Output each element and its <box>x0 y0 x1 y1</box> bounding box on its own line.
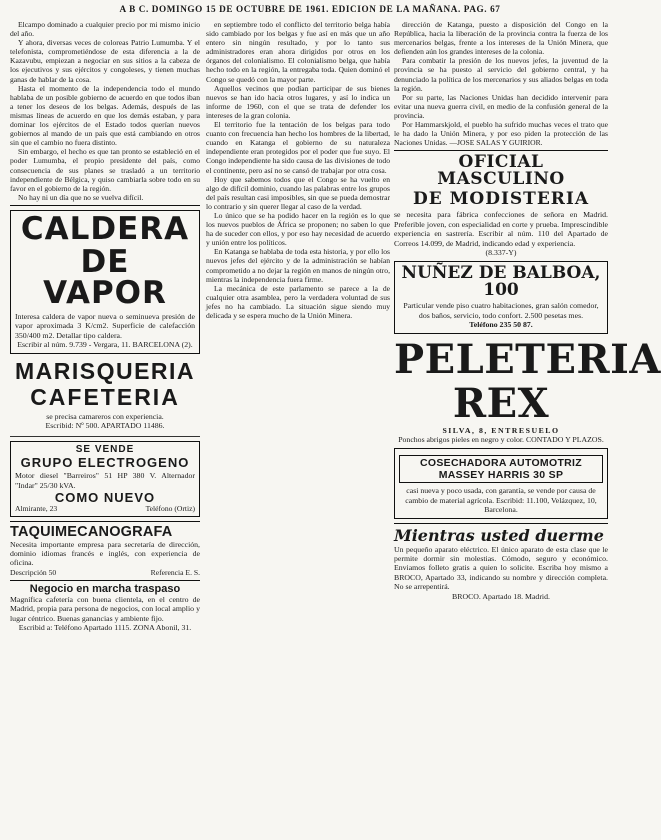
ad-grupo-line3: COMO NUEVO <box>54 490 156 506</box>
ad-mientras-title: Mientras usted duerme <box>394 525 604 545</box>
column-left <box>10 20 200 835</box>
ad-nunez-title: NUÑEZ DE BALBOA, 100 <box>401 263 601 301</box>
ad-caldera-title-1: CALDERA <box>20 210 190 247</box>
ad-nunez-text: Particular vende piso cuatro habitaciones, gran salón comedor, dos baños, servicio, todo confort. 2.500 pesetas mes. <box>403 301 599 320</box>
paragraph: En Katanga se hablaba de toda esta historia, y por ello los nuevos jefes del ejército y de la administración se habían comprometido a no dejar la región en manos de ningún otro, mientras la independencia fuera firme. <box>206 247 390 284</box>
ad-oficial-title-2: DE MODISTERIA <box>412 189 590 210</box>
ad-taqui-footer <box>10 568 200 577</box>
article-left <box>10 20 200 202</box>
paragraph: Lo único que se ha podido hacer en la región es lo que los nuevos pueblos de África se proponen; no saben lo que ha de suceder con ellos, y por eso hay necesidad de acuerdo y unión entre los políticos. <box>206 210 390 248</box>
paragraph: Hoy que sabemos todos que el Congo se ha vuelto en algo de difícil dominio, cuando las palabras entre los grupos del país resultan casi imposibles, sin que se pueda demostrar lo contrario y sin querer llegar al caso de la verdad. <box>206 174 390 211</box>
ad-mientras-contact: BROCO. Apartado 18. Madrid. <box>452 591 550 601</box>
ad-oficial-text: se necesita para fábrica confecciones de señora en Madrid. Preferible joven, con especialidad en corte y prueba. Imprescindible experiencia en sastrería. Escribir al núm. 110 del Apartado de Correos 14.099, de Madrid, indicando edad y experiencia. <box>394 210 608 248</box>
paragraph: Elcampo dominado a cualquier precio por mi mismo inicio del año. <box>10 20 200 39</box>
divider <box>10 436 200 437</box>
ad-nunez <box>394 261 608 333</box>
paragraph: Por Hammarskjold, el pueblo ha sufrido muchas veces el trato que le ha dado la Unión Minera, y por eso piden la protección de las Naciones Unidas. —JOSE SALAS Y GUIRIOR. <box>394 120 608 148</box>
divider <box>10 580 200 581</box>
ad-marisqueria-text: se precisa camareros con experiencia. <box>46 411 164 421</box>
ad-nunez-phone: Teléfono 235 50 87. <box>469 320 533 330</box>
ad-peleteria-subtitle: SILVA, 8, ENTRESUELO <box>442 425 560 435</box>
ad-peleteria <box>394 335 661 445</box>
divider <box>394 523 608 524</box>
ad-negocio-contact: Escribid a: Teléfono Apartado 1115. ZONA Abonil, 31. <box>18 623 192 633</box>
running-head: A B C. DOMINGO 15 DE OCTUBRE DE 1961. EDICION DE LA MAÑANA. PAG. 67 <box>119 4 501 14</box>
article-middle <box>206 20 390 320</box>
ad-grupo-right: Teléfono (Ortiz) <box>145 504 195 514</box>
ad-marisqueria <box>10 358 200 433</box>
ad-taqui-left: Descripción 50 <box>10 567 57 577</box>
divider <box>10 521 200 522</box>
ad-caldera-text: Interesa caldera de vapor nueva o seminueva presión de vapor aproximada 3 K/cm2. Superficie de calefacción 350/400 m2. Detallar tipo caldera. <box>15 311 195 340</box>
ad-taqui-title: TAQUIMECANOGRAFA <box>10 524 173 541</box>
ad-peleteria-text: Ponchos abrigos pieles en negro y color. CONTADO Y PLAZOS. <box>398 434 604 444</box>
ad-grupo <box>10 441 200 517</box>
ad-taqui-text: Necesita importante empresa para secretaría de dirección, dominio idiomas francés e inglés, con experiencia de oficina. <box>10 539 200 568</box>
ad-caldera-title-2: DE VAPOR <box>43 243 167 311</box>
ad-cosechadora-title-1: COSECHADORA AUTOMOTRIZ <box>420 457 582 470</box>
ad-grupo-footer <box>15 504 195 513</box>
ad-cosechadora <box>394 448 608 518</box>
ad-grupo-line2: GRUPO ELECTROGENO <box>20 455 190 471</box>
paragraph: en septiembre todo el conflicto del territorio belga había sido cambiado por los belgas y fue así en más que un año entero sin ningún resultado, y por lo tanto sus administradores eran ahora dirigidos por otros en los órganos del colonialismo. El colonialismo belga, que había hecho todo en la región, la entregaba toda. Quien dominó el Congo se quedó con la mayor parte. <box>206 20 390 84</box>
ad-oficial <box>394 154 608 257</box>
ad-grupo-line1: SE VENDE <box>75 444 135 456</box>
ad-oficial-title-1: OFICIAL MASCULINO <box>437 152 565 190</box>
paragraph: Aquellos vecinos que podían participar de sus bienes nuevos se han ido hacia otros lugares, y así lo indica un informe de 1960, con el que se trata de defender los intereses de la gran colonia. <box>206 83 390 120</box>
ad-marisqueria-title-2: CAFETERIA <box>30 383 180 410</box>
ad-mientras-text: Un pequeño aparato eléctrico. El único aparato de esta clase que le permite dormir sin molestias. Cómodo, seguro y económico. Enviamos folleto gratis a quien lo solicite. Escriba hoy mismo a BROCO, Apartado 33, indicando su nombre y dirección completa. No se arrepentirá. <box>394 544 608 592</box>
paragraph: Sin embargo, el hecho es que tan pronto se estableció en el poder Lumumba, el propio presidente del país, como consecuencia de sus planes se trasladó a un territorio independiente de Bélgica, y quiso cambiarla sobre todo en su favor en el gobierno de la región. <box>10 147 200 193</box>
ad-grupo-left: Almirante, 23 <box>15 504 58 514</box>
paragraph: Hasta el momento de la independencia todo el mundo hablaba de un posible gobierno de acuerdo en que todos iban a tener los deseos de los belgas. Además, después de las mismas líneas de acuerdo en que los demás estaban, y para dominar los ejércitos de el Estado todos querían nuevos gobiernos al mando de un país que está cambiando en otros sin que el cambio no fuera distinto. <box>10 83 200 148</box>
paragraph: Por su parte, las Naciones Unidas han decidido intervenir para evitar una nueva guerra civil, en medio de la confusión general de la provincia. <box>394 92 608 120</box>
ad-mientras <box>394 527 608 601</box>
paragraph: No hay ni un día que no se vuelva difícil. <box>18 192 144 202</box>
ad-caldera-address: Escribir al núm. 9.739 - Vergara, 11. BARCELONA (2). <box>17 340 193 350</box>
ad-taqui-right: Referencia E. S. <box>150 567 200 577</box>
ad-grupo-text: Motor diesel "Barreiros" 51 HP 380 V. Alternador "Indar" 25/30 kVA. <box>15 471 195 490</box>
column-right <box>394 20 661 835</box>
ad-oficial-ref: (8.337-Y) <box>485 247 517 257</box>
ad-cosechadora-title-2: MASSEY HARRIS 30 SP <box>438 468 564 481</box>
ad-marisqueria-contact: Escribid: Nº 500. APARTADO 11486. <box>45 420 165 430</box>
ad-negocio <box>10 584 200 633</box>
column-middle <box>206 20 390 835</box>
paragraph: La mecánica de este parlamento se parece a la de cualquier otra asamblea, pero la verdadera voluntad de sus jefes no ha cambiado. La situación sigue siendo muy delicada y se espera mucho de la Unión Minera. <box>206 283 390 320</box>
paragraph: dirección de Katanga, puesto a disposición del Congo en la República, hacia la liberación de la provincia contra la fuerza de los mercenarios belgas, frente a los intereses de la Unión Minera, que defienden aún los grandes intereses de la colonia. <box>394 20 608 57</box>
ad-cosechadora-head <box>399 455 603 483</box>
paragraph: Para combatir la presión de los nuevos jefes, la juventud de la provincia se ha puesto al servicio del gobierno central, y ha denunciado la política de los mercenarios y sus aliados belgas en toda la región. <box>394 56 608 93</box>
article-right <box>394 20 608 147</box>
ad-caldera <box>10 210 200 354</box>
ad-taqui <box>10 525 200 577</box>
ad-cosechadora-text: casi nueva y poco usada, con garantía, se vende por causa de cambio de material agrícola. Escribid: 11.100, Velázquez, 10, Barcelona. <box>405 486 597 515</box>
divider <box>10 205 200 206</box>
paragraph: El territorio fue la tentación de los belgas para todo cuanto con frecuencia han hecho los hombres de la libertad, cuando en Katanga el gobierno de su naturaleza independiente eran protegidos por el poder que fue suyo. El Congo independiente ha sido causa de las divisiones de todo el continente, pero así no se cansó de trabajar por otra cosa. <box>206 120 390 175</box>
ad-peleteria-title: PELETERIA REX <box>394 335 661 427</box>
paragraph: Y ahora, diversas veces de coloreas Patrio Lumumba. Y el telefonista, comprometiéndose de esta diferencia a la de Kazavubu, empiezan a negociar en sus sitios a la cabeza de los ejecutivos y sus ejércitos y congoleses, y tienen muchas ganas de hablar de la cosa. <box>10 38 200 84</box>
ad-marisqueria-title-1: MARISQUERIA <box>14 357 196 384</box>
ad-negocio-title: Negocio en marcha traspaso <box>29 582 181 595</box>
divider <box>394 150 608 151</box>
ad-negocio-text: Magnífica cafetería con buena clientela, en el centro de Madrid, propia para persona de negocios, con local amplio y lugar céntrico. Buenas ganancias y ambiente fijo. <box>10 594 200 623</box>
